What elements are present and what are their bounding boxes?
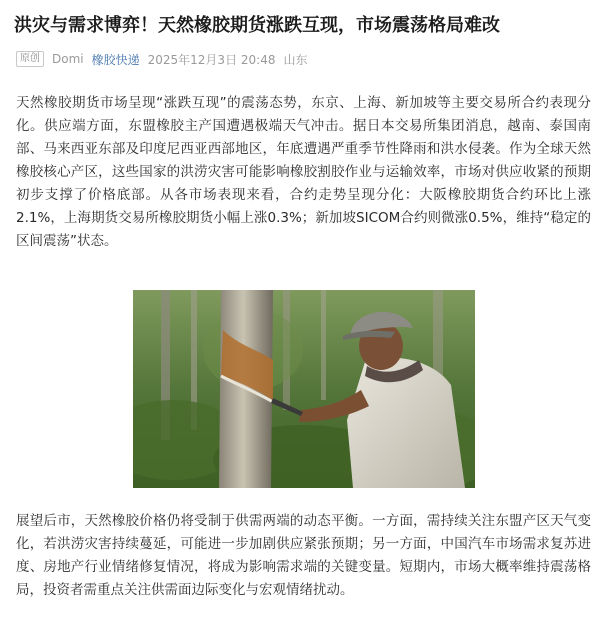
publish-datetime: 2025年12月3日 20:48	[147, 52, 276, 67]
article-paragraph: 天然橡胶期货市场呈现“涨跌互现”的震荡态势，东京、上海、新加坡等主要交易所合约表现分化。供应端方面，东盟橡胶主产国遭遇极端天气冲击。据日本交易所集团消息，越南、泰国南部、马来西亚东部及印度尼西亚西部地区，年底遭遇严重季节性降雨和洪水侵袭。作为全球天然橡胶核心产区，这些国家的洪涝灾害可能影响橡胶割胶作业与运输效率，市场对供应收紧的预期初步支撑了价格底部。从各市场表现来看，合约走势呈现分化：大阪橡胶期货合约环比上涨2.1%，上海期货交易所橡胶期货小幅上涨0.3%；新加坡SICOM合约则微涨0.5%，维持“稳定的区间震荡”状态。	[16, 95, 591, 249]
rubber-tapping-photo	[133, 290, 475, 488]
author-name[interactable]: Domi	[52, 52, 84, 66]
channel-link[interactable]: 橡胶快递	[91, 52, 140, 67]
article-paragraph: 展望后市，天然橡胶价格仍将受制于供需两端的动态平衡。一方面，需持续关注东盟产区天气变化，若洪涝灾害持续蔓延，可能进一步加剧供应紧张预期；另一方面，中国汽车市场需求复苏进度、房地产行业情绪修复情况，将成为影响需求端的关键变量。短期内，市场大概率维持震荡格局，投资者需重点关注供需面边际变化与宏观情绪扰动。	[16, 513, 591, 598]
rubber-tapping-illustration	[133, 290, 475, 488]
article-title: 洪灾与需求博弈！天然橡胶期货涨跌互现，市场震荡格局难改	[14, 15, 500, 36]
original-badge: 原创	[16, 51, 44, 67]
publish-location: 山东	[283, 52, 308, 67]
article-meta	[16, 50, 307, 68]
